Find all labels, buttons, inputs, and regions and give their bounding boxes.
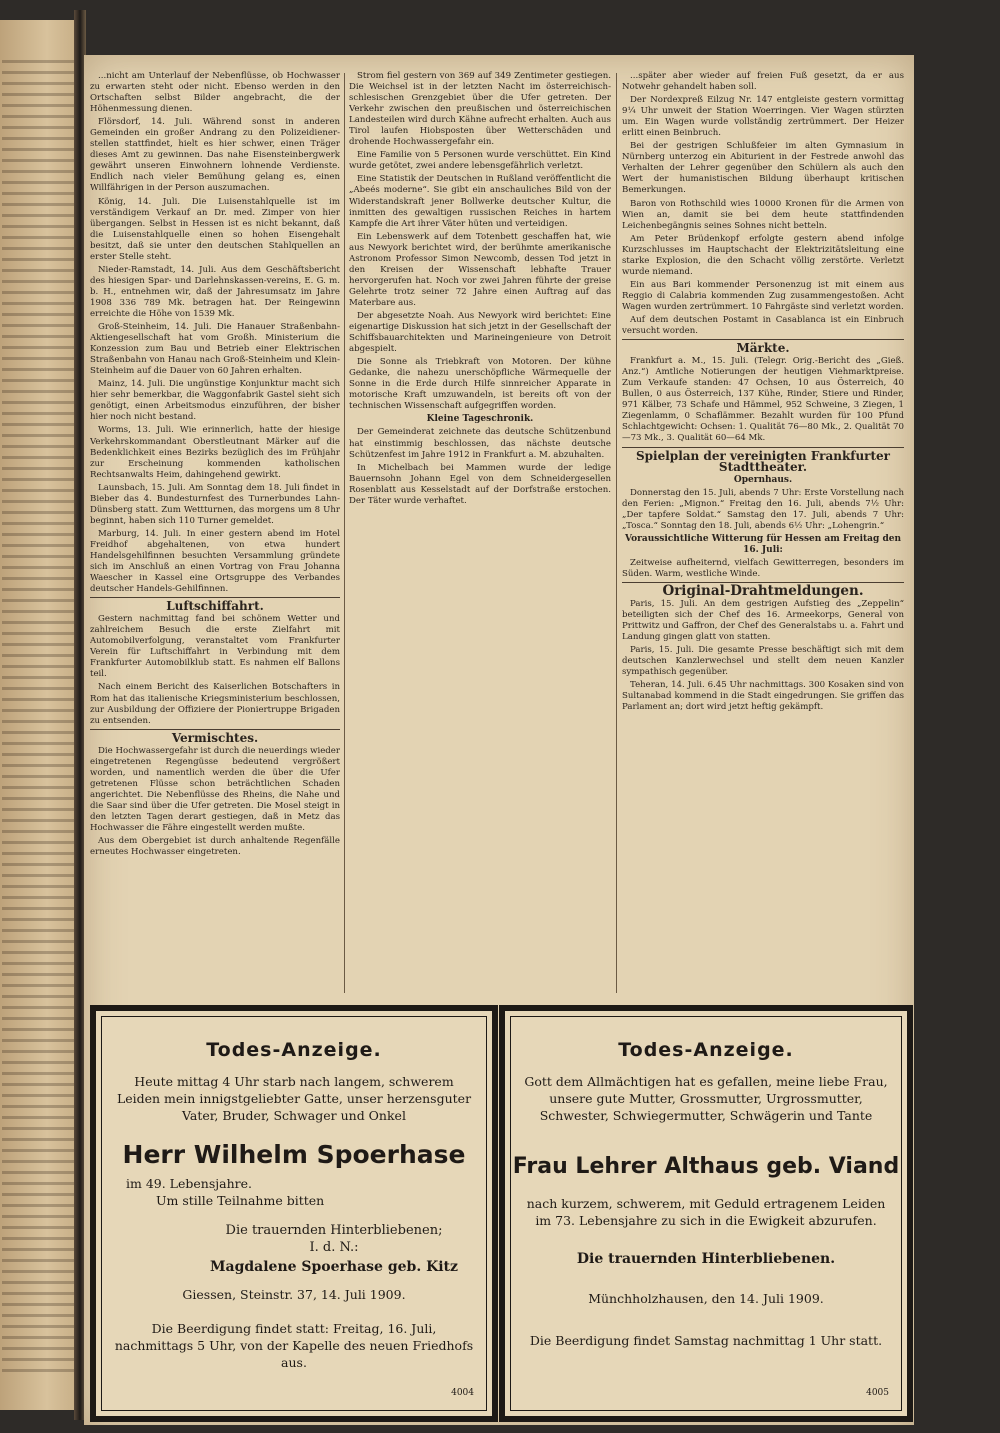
bereaved-label: Die trauernden Hinterbliebenen.: [576, 1251, 836, 1267]
column-divider: [616, 73, 617, 993]
deceased-name: Frau Lehrer Althaus geb. Viand: [512, 1154, 900, 1179]
col3-para: ...später aber wieder auf freien Fuß gesetzt, da er aus Notwehr gehandelt haben soll.: [622, 71, 904, 93]
notice-intro: Heute mittag 4 Uhr starb nach langem, schwerem Leiden mein innigstgeliebter Gatte, unser herzensguter Vater, Bruder, Schwager und Onkel: [116, 1074, 472, 1123]
col3-para: Auf dem deutschen Postamt in Casablanca ist ein Einbruch versucht worden.: [622, 314, 904, 337]
col1-para: Marburg, 14. Juli. In einer gestern abend im Hotel Freidhof abgehaltenen, von etwa hundert Handelsgehilfinnen besuchten Versammlung gründete sich im Anschluß an einen Vortrag von Frau Johanna Waescher in Kassel eine Ortsgruppe des Verbandes deutscher Handels-Gehilfinnen.: [90, 528, 340, 595]
col1-para: Nieder-Ramstadt, 14. Juli. Aus dem Geschäftsbericht des hiesigen Spar- und Darlehnskassen-vereins, E. G. m. b. H., entnehmen wir, daß der Jahresumsatz im Jahre 1908 336 789 Mk. betragen hat. Der Reingewinn erreichte die Höhe von 1539 Mk.: [90, 264, 340, 319]
col2-para: Eine Familie von 5 Personen wurde verschüttet. Ein Kind wurde getötet, zwei andere lebensgefährlich verletzt.: [349, 150, 611, 172]
in-name: I. d. N.:: [309, 1240, 359, 1255]
weather-text: Zeitweise aufheiternd, vielfach Gewitterregen, besonders im Süden. Warm, westliche Winde.: [622, 557, 904, 579]
col3-para: Der Nordexpreß Eilzug Nr. 147 entgleiste gestern vormittag 9¼ Uhr unweit der Station Woerringen. Vier Wagen stürzten um. Ein Wagen wurde vollständig zertrümmert. Der Heizer erlitt einen Beinbruch.: [622, 95, 904, 139]
col3-para: Am Peter Brüdenkopf erfolgte gestern abend infolge Kurzschlusses im Hauptschacht der Elektrizitätsleitung eine starke Explosion, die den Schacht völlig zerstörte. Verletzt wurde niemand.: [622, 233, 904, 277]
wire-para: Teheran, 14. Juli. 6.45 Uhr nachmittags. 300 Kosaken sind von Sultanabad kommend in die Stadt eingedrungen. Sie griffen das Parlament an; dort wird jetzt heftig gekämpft.: [622, 680, 904, 713]
theater-text: Donnerstag den 15. Juli, abends 7 Uhr: Erste Vorstellung nach den Ferien: „Mignon.“ Freitag den 16. Juli, abends 7½ Uhr: „Der tapfere Soldat.“ Samstag den 17. Juli, abends 7 Uhr: „Tosca.“ Sonntag den 18. Juli, abends 6½ Uhr: „Lohengrin.“: [622, 487, 904, 531]
facing-page-text: [2, 60, 74, 1380]
notice-title: Todes-Anzeige.: [206, 1039, 382, 1061]
facing-page: [0, 20, 78, 1410]
col1-para: Nach einem Bericht des Kaiserlichen Botschafters in Rom hat das italienische Kriegsministerium beschlossen, zur Ausbildung der Offiziere der Pioniertruppe Brigaden zu entsenden.: [90, 682, 340, 726]
section-heading-misc: Vermischtes.: [90, 729, 340, 744]
col2-para: Der abgesetzte Noah. Aus Newyork wird berichtet: Eine eigenartige Diskussion hat sich jetzt in der Gesellschaft der Schiffsbauarchitekten und Marineingenieure von Detroit abgespielt.: [349, 310, 611, 355]
col3-para: Ein aus Bari kommender Personenzug ist mit einem aus Reggio di Calabria kommenden Zug zusammengestoßen. Acht Wagen wurden zertrümmert. 10 Fahrgäste sind verletzt worden.: [622, 279, 904, 312]
col2-para: Der Gemeinderat zeichnete das deutsche Schützenbund hat einstimmig beschlossen, das nächste deutsche Schützenfest im Jahre 1912 in Frankfurt a. M. abzuhalten.: [349, 427, 611, 460]
col1-para: Flörsdorf, 14. Juli. Während sonst in anderen Gemeinden ein großer Andrang zu den Polizeidiener-stellen stattfindet, hielt es hier schwer, einen Träger dieses Amt zu gewinnen. Das nahe Eisensteinbergwerk gewährt unseren Einwohnern lohnende Verdienste. Endlich nach vieler Bemühung gelang es, einen Willfährigen in der Person auszumachen.: [90, 117, 340, 194]
death-notice-althaus: [499, 1005, 913, 1422]
col1-para: ...nicht am Unterlauf der Nebenflüsse, ob Hochwasser zu erwarten steht oder nicht. Ebenso werden in den Ortschaften selbst Bilder angebracht, die der Höhenmessung dienen.: [90, 71, 340, 115]
bereaved-label: Die trauernden Hinterbliebenen;: [225, 1223, 443, 1238]
notice-intro: Gott dem Allmächtigen hat es gefallen, meine liebe Frau, unsere gute Mutter, Grossmutter, Urgrossmutter, Schwester, Schwiegermutter, Schwägerin und Tante: [524, 1074, 888, 1123]
col3-para: Bei der gestrigen Schlußfeier im alten Gymnasium in Nürnberg unterzog ein Abiturient in der Festrede anwohl das Verhalten der Lehrer gegenüber den Schülern als auch den Wert der humanistischen Bildung überhaupt kritischen Bemerkungen.: [622, 141, 904, 196]
section-heading-markets: Märkte.: [622, 339, 904, 354]
col1-para: Die Hochwassergefahr ist durch die neuerdings wieder eingetretenen Regengüsse bedeutend vergrößert worden, und namentlich werden die über die Ufer getretenen Flüsse schon beträchtlichen Schaden angerichtet. Die Nebenflüsse des Rheins, die Nahe und die Saar sind über die Ufer getreten. Die Mosel steigt in den letzten Tagen derart gestiegen, daß in Metz das Hochwasser die Fähre eingestellt werden mußte.: [90, 745, 340, 834]
section-heading-airships: Luftschiffahrt.: [90, 597, 340, 612]
newspaper-page: [84, 55, 914, 1425]
deceased-name: Herr Wilhelm Spoerhase: [122, 1140, 466, 1169]
notice-request: Um stille Teilnahme bitten: [156, 1193, 325, 1208]
col1-para: Aus dem Obergebiet ist durch anhaltende Regenfälle erneutes Hochwasser eingetreten.: [90, 836, 340, 858]
notice-age: im 49. Lebensjahre.: [126, 1176, 252, 1191]
col1-para: Gestern nachmittag fand bei schönem Wetter und zahlreichem Besuch die erste Zielfahrt mit Automobilverfolgung, veranstaltet vom Frankfurter Verein für Luftschiffahrt in Verbindung mit dem Frankfurter Automobilklub statt. Es nahmen elf Ballons teil.: [90, 614, 340, 680]
wire-para: Paris, 15. Juli. Die gesamte Presse beschäftigt sich mit dem deutschen Kanzlerwechsel und stellt dem neuen Kanzler sympathisch gegenüber.: [622, 645, 904, 678]
section-heading-chronicle: Kleine Tageschronik.: [426, 414, 534, 425]
col1-para: Mainz, 14. Juli. Die ungünstige Konjunktur macht sich hier sehr bemerkbar, die Waggonfabrik Gastel sieht sich genötigt, einen Arbeitsmodus einzuführen, der bisher hier noch nicht bestand.: [90, 379, 340, 423]
markets-text: Frankfurt a. M., 15. Juli. (Telegr. Orig.-Bericht des „Gieß. Anz.“) Amtliche Notierungen der heutigen Viehmarktpreise. Zum Verkaufe standen: 47 Ochsen, 10 aus Österreich, 40 Bullen, 0 aus Österreich, 137 Kühe, Rinder, Stiere und Rinder, 971 Kälber, 73 Schafe und Hämmel, 952 Schweine, 3 Ziegen, 1 Ziegenlamm, 0 Schaflämmer. Bezahlt wurden für 100 Pfund Schlachtgewicht: Ochsen: 1. Qualität 76—80 Mk., 2. Qualität 70—73 Mk., 3. Qualität 60—64 Mk.: [622, 356, 904, 444]
section-heading-wire: Original-Drahtmeldungen.: [622, 582, 904, 597]
col2-para: In Michelbach bei Mammen wurde der ledige Bauernsohn Johann Egel von dem Schneidergesellen Rosenblatt aus Kesselstadt auf der Dorfstraße erstochen. Der Täter wurde verhaftet.: [349, 462, 611, 506]
notice-title: Todes-Anzeige.: [618, 1039, 794, 1061]
widow-name: Magdalene Spoerhase geb. Kitz: [210, 1259, 458, 1275]
ad-number: 4004: [451, 1388, 474, 1398]
wire-para: Paris, 15. Juli. An dem gestrigen Aufstieg des „Zeppelin“ beteiligten sich der Chef des 16. Armeekorps, General von Prittwitz und Gaffron, der Chef des Generalstabs u. a. Fahrt und Landung gingen glatt von statten.: [622, 599, 904, 643]
funeral-info: Die Beerdigung findet statt: Freitag, 16. Juli, nachmittags 5 Uhr, von der Kapelle des neuen Friedhofs aus.: [114, 1321, 474, 1370]
column-3: [622, 71, 904, 996]
col1-para: König, 14. Juli. Die Luisenstahlquelle ist im verständigem Verkauf an Dr. med. Zimper von hier übergangen. Selbst in Hessen ist es nicht bekannt, daß die Luisenstahlquelle einen so hohen Eisengehalt besitzt, daß sie unter den deutschen Stahlquellen an erster Stelle steht.: [90, 196, 340, 262]
ad-number: 4005: [866, 1388, 889, 1398]
column-1: [90, 71, 340, 1001]
col1-para: Worms, 13. Juli. Wie erinnerlich, hatte der hiesige Verkehrskommandant Oberstleutnant Märker auf die Bedenklichkeit eines Bezirks bezüglich des im Frühjahr zur Erscheinung kommenden katholischen Rechtsanwalts Heim, dahingehend gewirkt.: [90, 425, 340, 480]
col2-para: Die Sonne als Triebkraft von Motoren. Der kühne Gedanke, die nahezu unerschöpfliche Wärmequelle der Sonne in die Erde durch Hilfe sinnreicher Apparate in motorische Kraft umzuwandeln, ist bereits oft von der technischen Wissenschaft aufgegriffen worden.: [349, 357, 611, 412]
place-date: Münchholzhausen, den 14. Juli 1909.: [588, 1291, 824, 1306]
col2-para: Ein Lebenswerk auf dem Totenbett geschaffen hat, wie aus Newyork berichtet wird, der berühmte amerikanische Astronom Professor Simon Newcomb, dessen Tod jetzt in den Kreisen der Wissenschaft lebhafte Trauer hervorgerufen hat. Noch vor zwei Jahren führte der greise Gelehrte trotz seiner 72 Jahre einen Auftrag auf das Materbare aus.: [349, 231, 611, 308]
col2-para: Strom fiel gestern von 369 auf 349 Zentimeter gestiegen. Die Weichsel ist in der letzten Nacht im österreichisch-schlesischen Grenzgebiet über die Ufer getreten. Der Verkehr zwischen den preußischen und österreichischen Landesteilen wird durch Kähne aufrecht erhalten. Auch aus Tirol laufen Hiobsposten über Wetterschäden und drohende Hochwassergefahr ein.: [349, 71, 611, 148]
death-notice-spoerhase: [90, 1005, 498, 1422]
weather-heading: Voraussichtliche Witterung für Hessen am Freitag den 16. Juli:: [624, 533, 902, 555]
col1-para: Launsbach, 15. Juli. Am Sonntag dem 18. Juli findet in Bieber das 4. Bundesturnfest des Turnerbundes Lahn-Dünsberg statt. Zum Wettturnen, das morgens um 8 Uhr beginnt, haben sich 110 Turner gemeldet.: [90, 482, 340, 526]
col1-para: Groß-Steinheim, 14. Juli. Die Hanauer Straßenbahn-Aktiengesellschaft hat vom Großh. Ministerium die Konzession zum Bau und Betrieb einer Elektrischen Straßenbahn von Hanau nach Groß-Steinheim und Klein-Steinheim auf die Dauer von 60 Jahren erhalten.: [90, 322, 340, 377]
funeral-info: Die Beerdigung findet Samstag nachmittag 1 Uhr statt.: [529, 1333, 883, 1348]
col2-para: Eine Statistik der Deutschen in Rußland veröffentlicht die „Abeés moderne“. Sie gibt ein anschauliches Bild von der Widerstandskraft jener Bollwerke deutscher Kultur, die inmitten des gewaltigen russischen Reiches in hartem Kampfe die Art ihrer Väter hüten und verteidigen.: [349, 174, 611, 229]
column-2: [349, 71, 611, 996]
column-divider: [344, 73, 345, 993]
col3-para: Baron von Rothschild wies 10000 Kronen für die Armen von Wien an, damit sie bei dem heute stattfindenden Leichenbegängnis seines Sohnes nicht betteln.: [622, 198, 904, 231]
theater-subheading: Opernhaus.: [733, 474, 793, 485]
place-date: Giessen, Steinstr. 37, 14. Juli 1909.: [182, 1287, 406, 1302]
section-heading-theater: Spielplan der vereinigten Frankfurter Stadttheater.: [622, 447, 904, 473]
notice-text: nach kurzem, schwerem, mit Geduld ertragenem Leiden im 73. Lebensjahre zu sich in die Ewigkeit abzurufen.: [526, 1196, 886, 1228]
